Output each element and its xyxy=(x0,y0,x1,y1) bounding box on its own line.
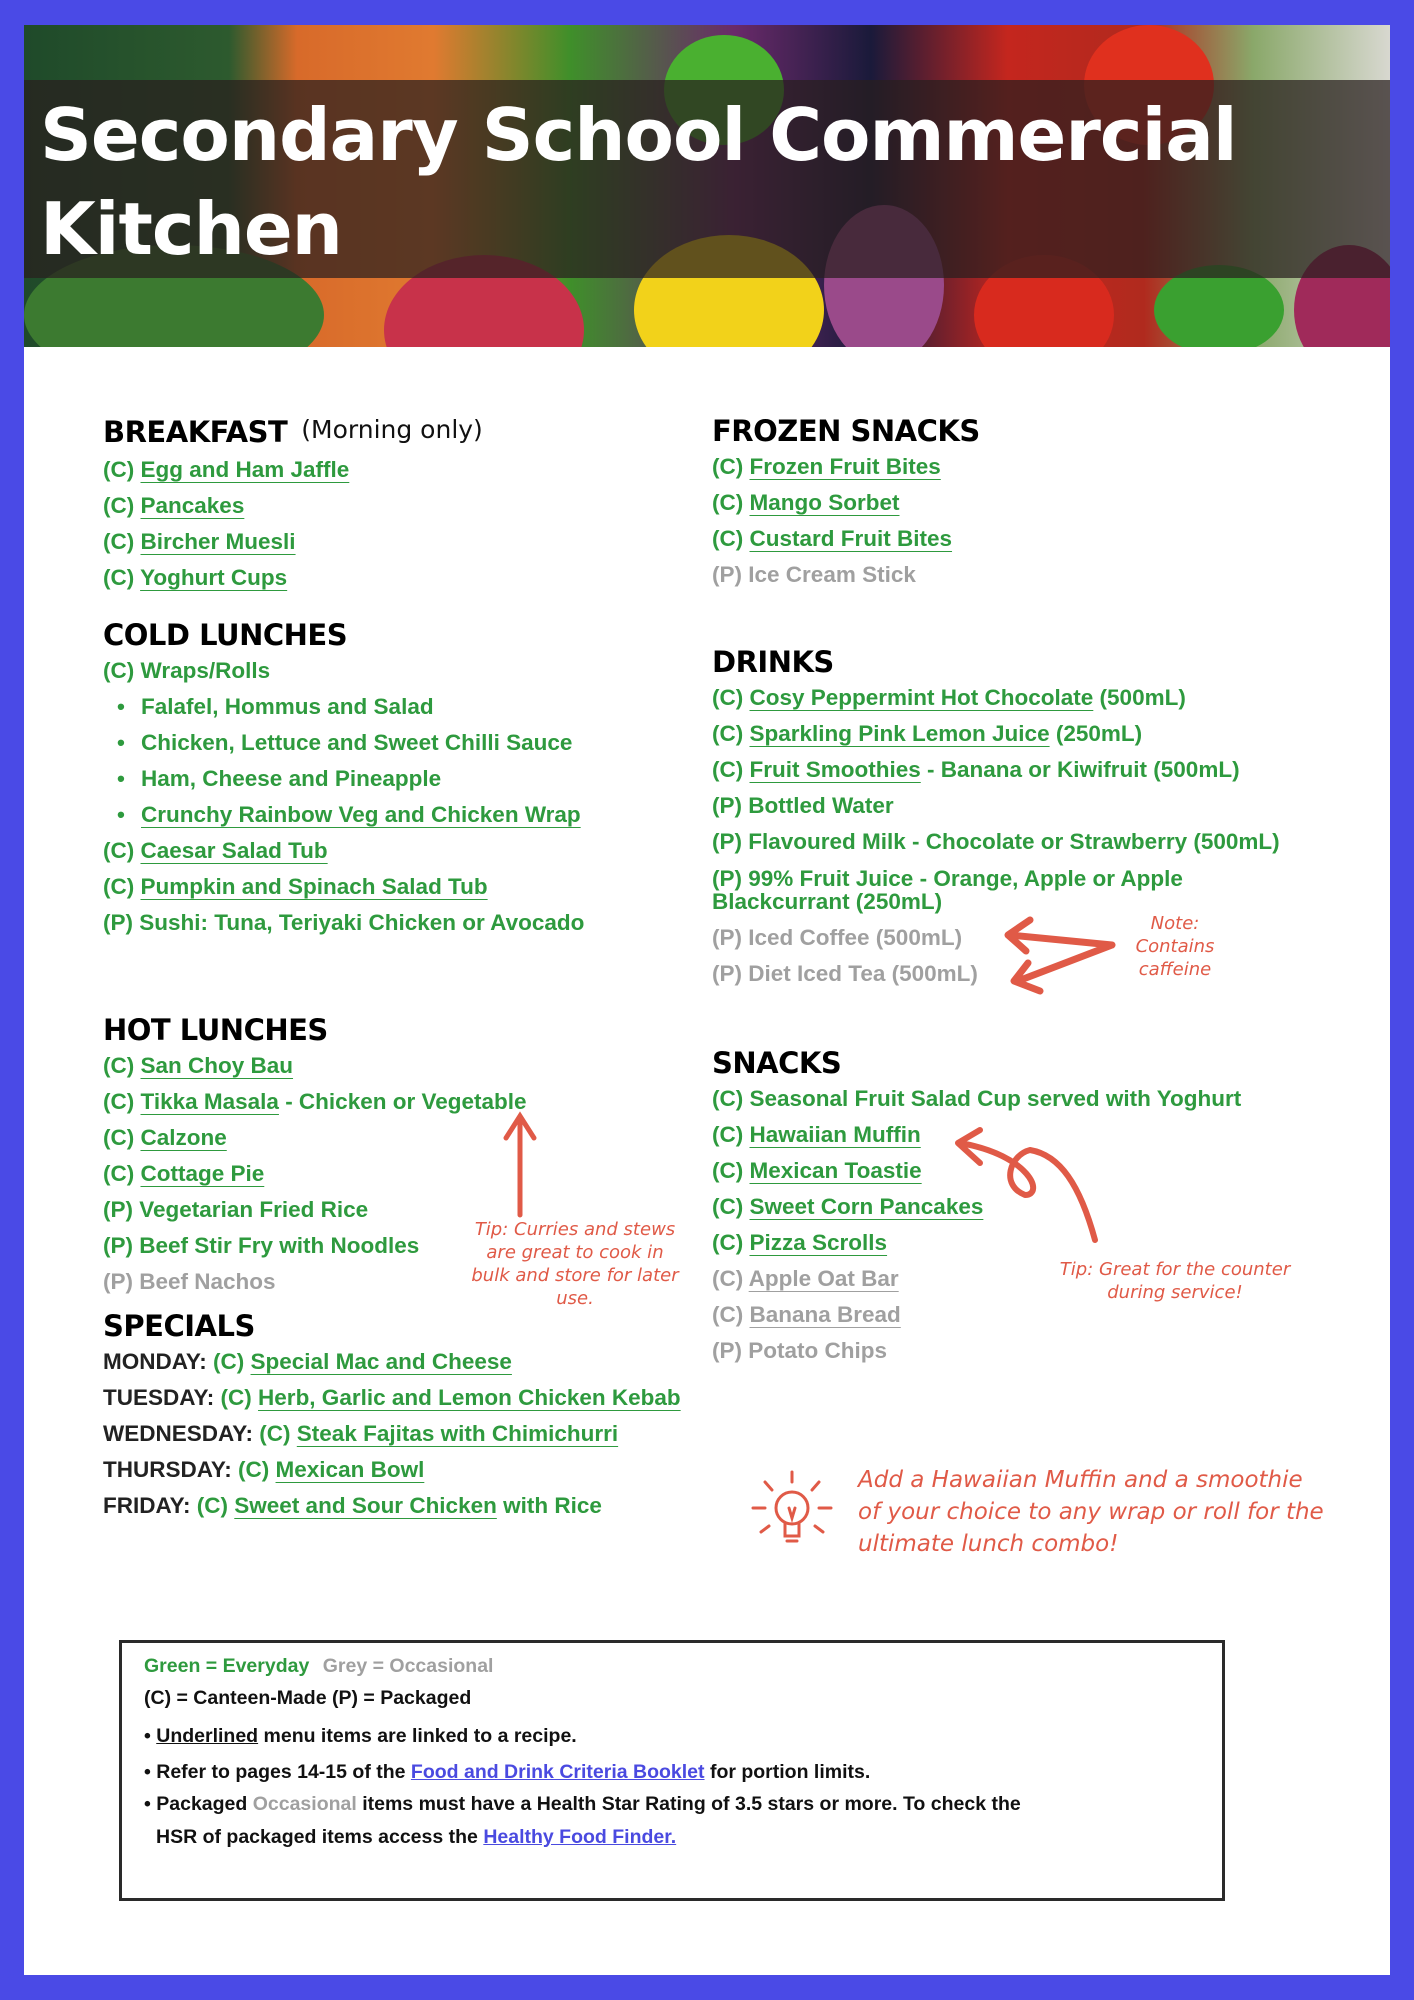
underlined-rest: menu items are linked to a recipe. xyxy=(258,1725,577,1747)
recipe-link[interactable]: Hawaiian Muffin xyxy=(749,1122,921,1147)
heading-text: FROZEN SNACKS xyxy=(712,414,980,448)
hsr-pre: HSR of packaged items access the xyxy=(156,1826,484,1848)
curries-tip: Tip: Curries and stews are great to cook in bulk and store for later use. xyxy=(471,1219,679,1309)
day-label: THURSDAY: xyxy=(103,1457,232,1482)
item-code: (C) xyxy=(103,529,135,554)
frozen-snacks-heading xyxy=(712,413,980,449)
item-code: (C) xyxy=(103,457,135,482)
refer-post: for portion limits. xyxy=(704,1761,871,1783)
menu-item[interactable] xyxy=(103,1120,527,1156)
item-code: (P) xyxy=(712,829,742,854)
item-code: (C) xyxy=(103,565,135,590)
item-code: (P) xyxy=(103,1269,133,1294)
menu-item xyxy=(712,824,1280,860)
item-code: (C) xyxy=(712,1194,744,1219)
legend-underlined-note: • Underlined menu items are linked to a recipe. xyxy=(144,1725,577,1747)
underlined-word: Underlined xyxy=(156,1725,259,1747)
recipe-link[interactable]: Mango Sorbet xyxy=(749,490,900,515)
legend-codes: (C) = Canteen-Made (P) = Packaged xyxy=(144,1687,472,1709)
item-code: (C) xyxy=(712,454,744,479)
menu-item[interactable] xyxy=(103,1452,681,1488)
menu-item xyxy=(712,788,1280,824)
heading-text: BREAKFAST xyxy=(103,415,288,449)
recipe-link[interactable]: Cottage Pie xyxy=(140,1161,265,1186)
legend-packaged-note: • Packaged Occasional items must have a Health Star Rating of 3.5 stars or more. To check the xyxy=(144,1793,1021,1815)
menu-item[interactable] xyxy=(103,1344,681,1380)
recipe-link[interactable]: Mexican Bowl xyxy=(275,1457,425,1482)
menu-item xyxy=(712,1333,1241,1369)
menu-item[interactable] xyxy=(103,869,584,905)
breakfast-heading xyxy=(103,414,483,452)
snacks-heading xyxy=(712,1045,1241,1081)
item-code: (C) xyxy=(103,838,135,863)
specials-heading xyxy=(103,1308,681,1344)
menu-item[interactable] xyxy=(103,1048,527,1084)
item-name: Chicken, Lettuce and Sweet Chilli Sauce xyxy=(141,730,573,755)
item-name: Iced Coffee (500mL) xyxy=(748,925,963,950)
menu-item[interactable] xyxy=(712,521,980,557)
section-breakfast xyxy=(103,414,483,596)
item-detail: - Banana or Kiwifruit (500mL) xyxy=(920,757,1240,782)
menu-item[interactable] xyxy=(103,524,483,560)
recipe-link[interactable]: Sweet Corn Pancakes xyxy=(749,1194,984,1219)
day-label: TUESDAY: xyxy=(103,1385,215,1410)
booklet-link[interactable]: Food and Drink Criteria Booklet xyxy=(410,1761,705,1783)
recipe-link[interactable]: Crunchy Rainbow Veg and Chicken Wrap xyxy=(141,802,581,827)
legend-refer-note: • Refer to pages 14-15 of the Food and Drink Criteria Booklet for portion limits. xyxy=(144,1761,871,1783)
curries-arrow-icon xyxy=(500,1110,540,1220)
heading-text: HOT LUNCHES xyxy=(103,1013,328,1047)
item-code: (C) xyxy=(103,1053,135,1078)
item-name: Falafel, Hommus and Salad xyxy=(141,694,434,719)
item-name: Seasonal Fruit Salad Cup served with Yoghurt xyxy=(749,1086,1242,1111)
heading-subtitle: (Morning only) xyxy=(301,415,483,444)
recipe-link[interactable]: San Choy Bau xyxy=(140,1053,294,1078)
hot-lunches-heading xyxy=(103,1012,527,1048)
item-code: (C) xyxy=(712,1302,744,1327)
day-label: WEDNESDAY: xyxy=(103,1421,254,1446)
item-code: (P) xyxy=(712,925,742,950)
item-code: (C) xyxy=(712,757,744,782)
lightbulb-icon xyxy=(745,1468,840,1558)
menu-item[interactable] xyxy=(103,833,584,869)
item-code: (P) xyxy=(712,793,742,818)
section-frozen-snacks xyxy=(712,413,980,593)
menu-item xyxy=(103,725,584,761)
item-code: (C) xyxy=(712,526,744,551)
item-name: Sushi: Tuna, Teriyaki Chicken or Avocado xyxy=(139,910,585,935)
recipe-link[interactable]: Cosy Peppermint Hot Chocolate xyxy=(749,685,1094,710)
recipe-link[interactable]: Pumpkin and Spinach Salad Tub xyxy=(140,874,488,899)
menu-item xyxy=(103,1228,527,1264)
menu-item xyxy=(103,689,584,725)
item-detail: (250mL) xyxy=(1049,721,1143,746)
recipe-link[interactable]: Sparkling Pink Lemon Juice xyxy=(749,721,1050,746)
menu-item[interactable] xyxy=(103,1084,527,1120)
recipe-link[interactable]: Bircher Muesli xyxy=(140,529,296,554)
menu-item xyxy=(103,653,584,689)
packaged-pre: Packaged xyxy=(156,1793,253,1815)
menu-item[interactable] xyxy=(103,488,483,524)
recipe-link[interactable]: Special Mac and Cheese xyxy=(250,1349,512,1374)
item-name: Beef Stir Fry with Noodles xyxy=(139,1233,420,1258)
item-code: (C) xyxy=(712,1230,744,1255)
recipe-link[interactable]: Steak Fajitas with Chimichurri xyxy=(296,1421,619,1446)
menu-item xyxy=(103,761,584,797)
menu-item[interactable] xyxy=(712,485,980,521)
item-code: (C) xyxy=(103,1089,135,1114)
menu-item xyxy=(103,1264,527,1300)
recipe-link[interactable]: Sweet and Sour Chicken xyxy=(234,1493,497,1518)
item-code: (C) xyxy=(712,1158,744,1183)
heading-text: DRINKS xyxy=(712,645,834,679)
menu-item[interactable] xyxy=(103,1380,681,1416)
legend-box xyxy=(119,1640,1225,1901)
day-label: MONDAY: xyxy=(103,1349,207,1374)
item-code: (C) xyxy=(220,1385,252,1410)
recipe-link[interactable]: Fruit Smoothies xyxy=(749,757,921,782)
counter-tip: Tip: Great for the counter during service! xyxy=(1059,1259,1291,1303)
item-code: (P) xyxy=(103,1233,133,1258)
cold-lunches-heading xyxy=(103,617,584,653)
menu-item[interactable] xyxy=(712,680,1280,716)
item-name: Ham, Cheese and Pineapple xyxy=(141,766,442,791)
heading-text: SPECIALS xyxy=(103,1309,255,1343)
menu-item[interactable] xyxy=(103,797,584,833)
item-code: (C) xyxy=(103,658,135,683)
recipe-link[interactable]: Herb, Garlic and Lemon Chicken Kebab xyxy=(258,1385,681,1410)
item-code: (C) xyxy=(712,685,744,710)
caffeine-note: Note: Contains caffeine xyxy=(1135,913,1215,980)
refer-pre: Refer to pages 14-15 of the xyxy=(156,1761,411,1783)
item-code: (C) xyxy=(712,1086,744,1111)
day-label: FRIDAY: xyxy=(103,1493,191,1518)
menu-item[interactable] xyxy=(103,560,483,596)
item-code: (C) xyxy=(238,1457,270,1482)
recipe-link[interactable]: Tikka Masala xyxy=(140,1089,279,1114)
item-name: Vegetarian Fried Rice xyxy=(139,1197,369,1222)
item-code: (C) xyxy=(196,1493,229,1518)
item-code: (C) xyxy=(213,1349,245,1374)
menu-item xyxy=(712,557,980,593)
section-specials xyxy=(103,1308,681,1524)
counter-arrow-icon xyxy=(950,1125,1100,1245)
drinks-heading xyxy=(712,644,1280,680)
item-code: (C) xyxy=(712,1122,744,1147)
item-code: (P) xyxy=(712,866,742,891)
item-code: (C) xyxy=(259,1421,291,1446)
recipe-link[interactable]: Yoghurt Cups xyxy=(140,565,288,590)
item-code: (P) xyxy=(103,910,133,935)
recipe-link[interactable]: Frozen Fruit Bites xyxy=(749,454,941,479)
recipe-link[interactable]: Mexican Toastie xyxy=(749,1158,922,1183)
recipe-link[interactable]: Banana Bread xyxy=(749,1302,901,1327)
heading-text: COLD LUNCHES xyxy=(103,618,348,652)
menu-item xyxy=(103,905,584,941)
item-code: (P) xyxy=(712,961,742,986)
recipe-link[interactable]: Pizza Scrolls xyxy=(749,1230,888,1255)
item-name: Diet Iced Tea (500mL) xyxy=(748,961,978,986)
item-detail: with Rice xyxy=(496,1493,602,1518)
menu-item[interactable] xyxy=(103,1488,681,1524)
menu-item[interactable] xyxy=(103,452,483,488)
recipe-link[interactable]: Calzone xyxy=(140,1125,227,1150)
caffeine-arrows-icon xyxy=(1000,915,1120,995)
menu-item[interactable] xyxy=(103,1156,527,1192)
item-name: Flavoured Milk - Chocolate or Strawberry (500mL) xyxy=(748,829,1280,854)
menu-item xyxy=(712,860,1272,920)
recipe-link[interactable]: Apple Oat Bar xyxy=(748,1266,899,1291)
item-code: (C) xyxy=(103,1125,135,1150)
packaged-post: items must have a Health Star Rating of 3.5 stars or more. To check the xyxy=(356,1793,1021,1815)
occasional-word: Occasional xyxy=(252,1793,357,1815)
item-name: 99% Fruit Juice - Orange, Apple or Apple Blackcurrant (250mL) xyxy=(712,866,1183,914)
legend-grey: Grey = Occasional xyxy=(322,1655,494,1677)
menu-item[interactable] xyxy=(712,752,1280,788)
recipe-link[interactable]: Custard Fruit Bites xyxy=(749,526,953,551)
page-title: Secondary School Commercial Kitchen xyxy=(40,93,1237,271)
item-code: (P) xyxy=(712,1338,742,1363)
item-name: Beef Nachos xyxy=(139,1269,276,1294)
recipe-link[interactable]: Caesar Salad Tub xyxy=(140,838,328,863)
menu-item[interactable] xyxy=(712,716,1280,752)
section-hot-lunches xyxy=(103,1012,527,1300)
section-cold-lunches xyxy=(103,617,584,941)
item-code: (P) xyxy=(712,562,742,587)
item-code: (C) xyxy=(712,721,744,746)
item-code: (C) xyxy=(712,490,744,515)
combo-tip: Add a Hawaiian Muffin and a smoothie of your choice to any wrap or roll for the ultimate lunch combo! xyxy=(858,1467,1324,1557)
menu-item[interactable] xyxy=(103,1416,681,1452)
recipe-link[interactable]: Egg and Ham Jaffle xyxy=(140,457,350,482)
item-detail: - Chicken or Vegetable xyxy=(278,1089,527,1114)
item-detail: (500mL) xyxy=(1093,685,1186,710)
item-name: Ice Cream Stick xyxy=(748,562,916,587)
item-name: Wraps/Rolls xyxy=(140,658,271,683)
item-code: (C) xyxy=(712,1266,744,1291)
menu-item xyxy=(103,1192,527,1228)
menu-item xyxy=(712,1081,1241,1117)
item-name: Bottled Water xyxy=(748,793,894,818)
menu-item[interactable] xyxy=(712,449,980,485)
healthy-food-finder-link[interactable]: Healthy Food Finder. xyxy=(483,1826,677,1848)
item-name: Potato Chips xyxy=(748,1338,888,1363)
item-code: (C) xyxy=(103,493,135,518)
legend-green: Green = Everyday xyxy=(144,1655,310,1677)
item-code: (P) xyxy=(103,1197,133,1222)
item-code: (C) xyxy=(103,1161,135,1186)
heading-text: SNACKS xyxy=(712,1046,842,1080)
legend-hsr-note xyxy=(156,1826,676,1849)
recipe-link[interactable]: Pancakes xyxy=(140,493,245,518)
item-code: (C) xyxy=(103,874,135,899)
